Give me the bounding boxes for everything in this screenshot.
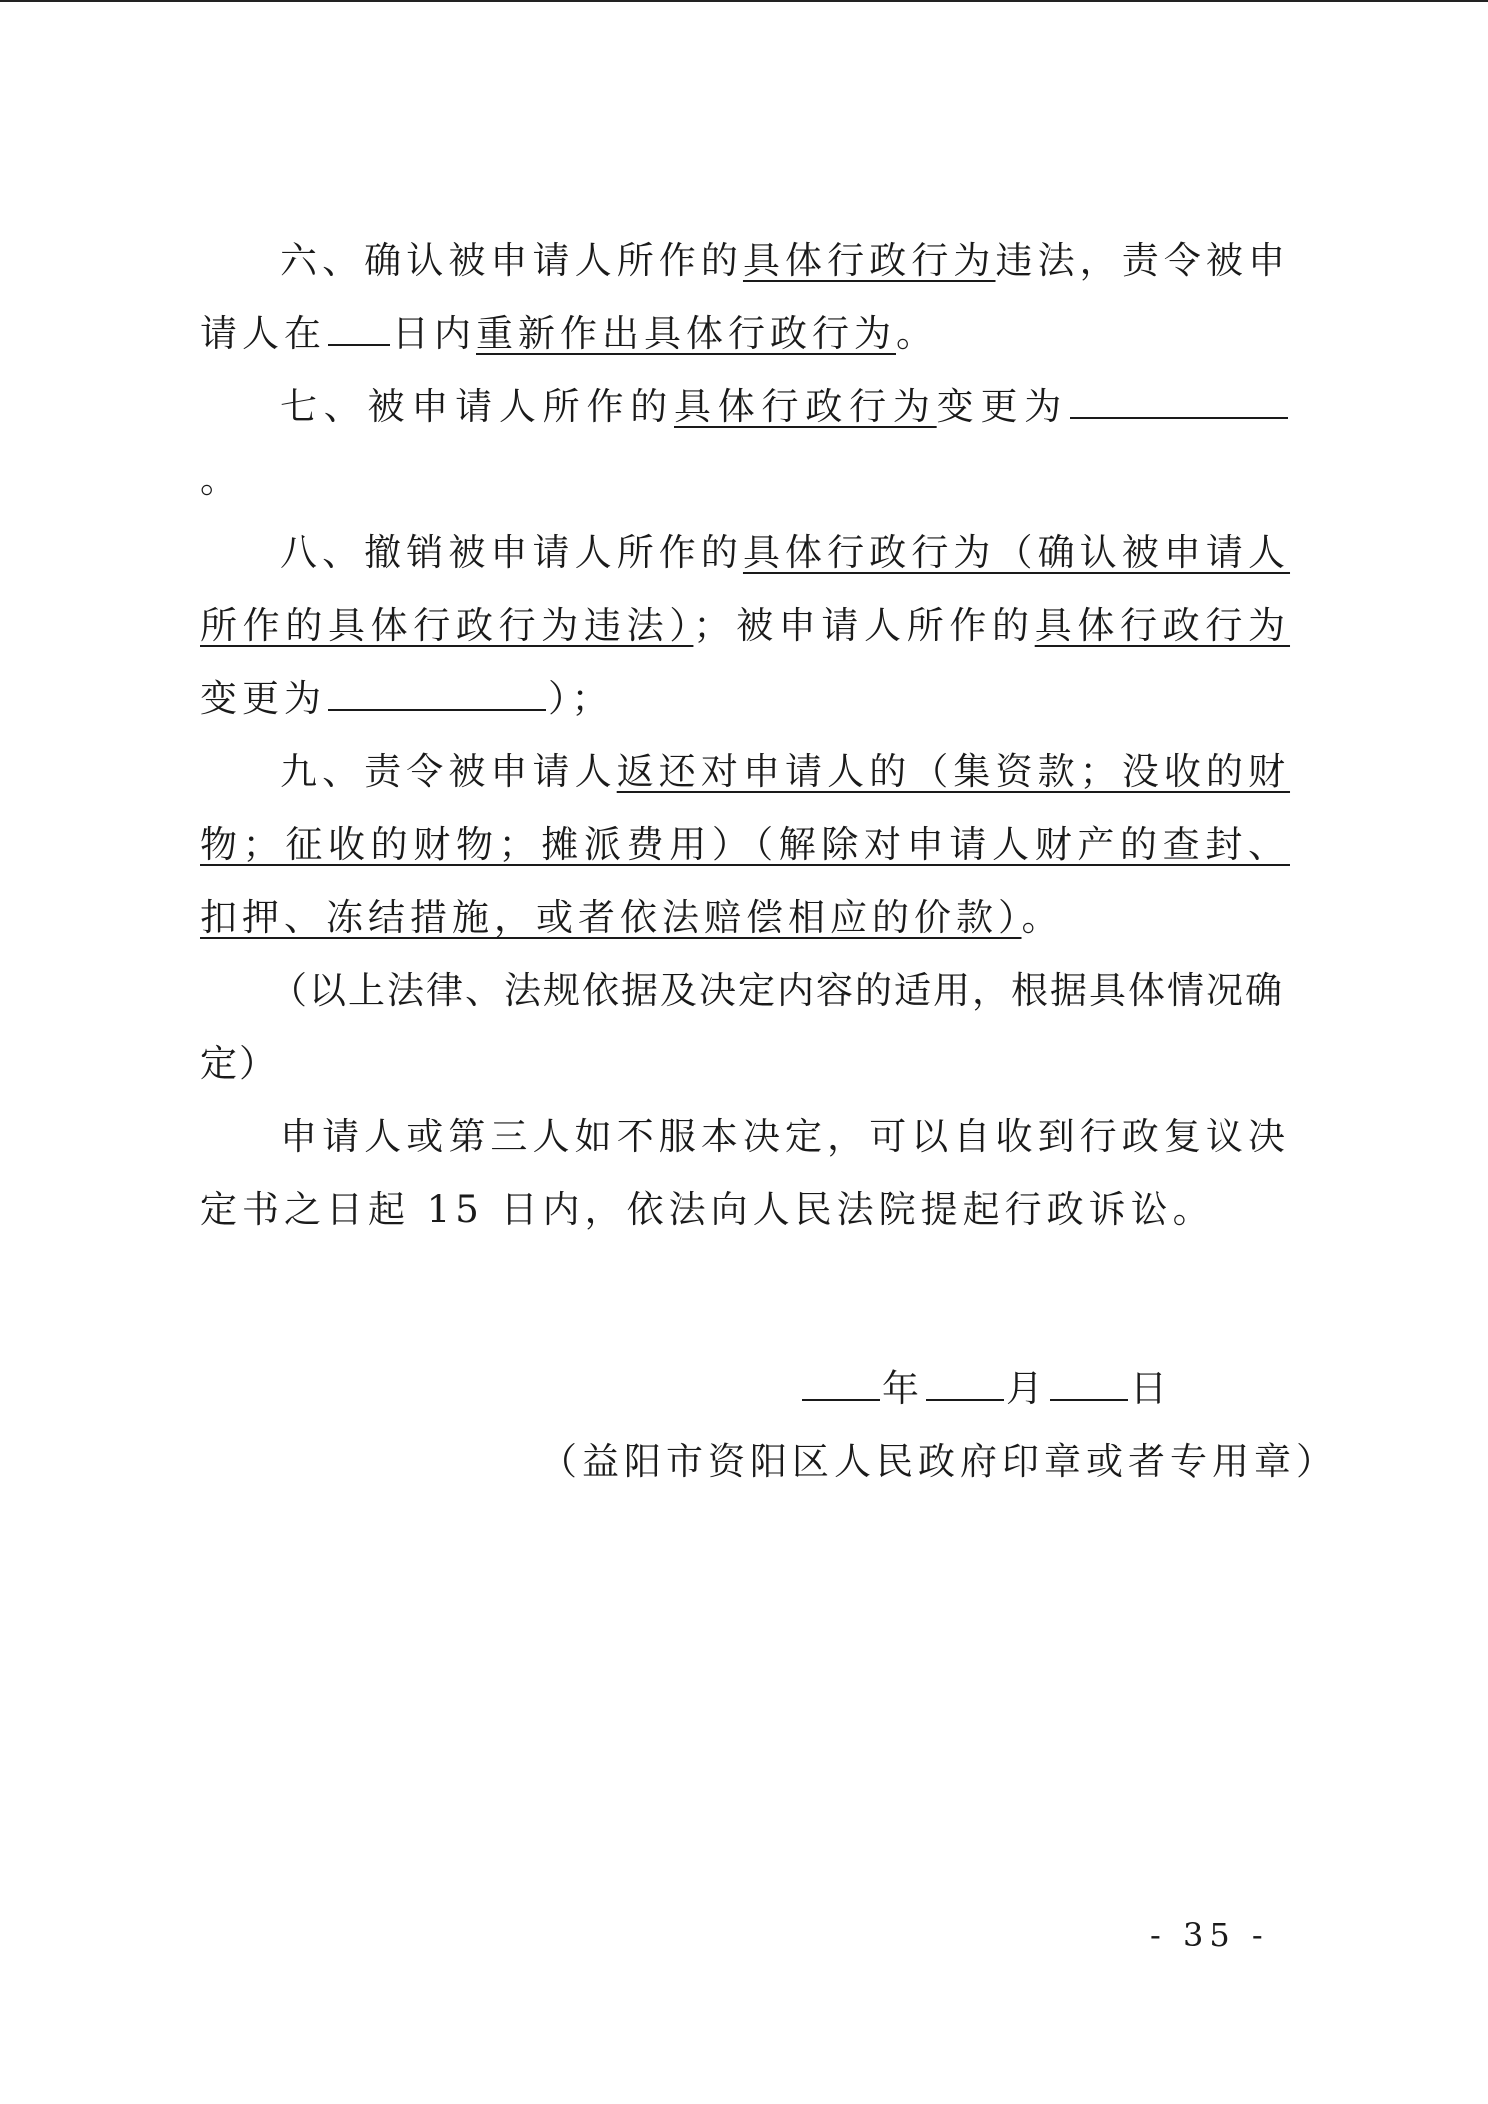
day-label: 日 — [1130, 1367, 1172, 1410]
p7-text: 七、被申请人所作的 — [280, 385, 674, 428]
applicability-note: （以上法律、法规依据及决定内容的适用，根据具体情况确定） — [200, 969, 1284, 1085]
p9-text: 九、责令被申请人 — [280, 750, 617, 793]
p8-text: 八、撤销被申请人所作的 — [280, 531, 743, 574]
change-blank-2 — [328, 679, 546, 711]
p6-text: 六、确认被申请人所作的 — [280, 239, 743, 282]
paragraph-8 — [200, 516, 1290, 735]
p6-text-2: 违法，责令被申请人在 — [200, 239, 1291, 355]
p8-text-3: 变更为 — [200, 677, 326, 720]
page-number: - 35 - — [1150, 1916, 1269, 1954]
p6-underlined-act: 具体行政行为 — [742, 239, 996, 282]
p8-end: ）； — [548, 677, 614, 720]
paragraph-9 — [200, 735, 1290, 954]
p8-text-2: ；被申请人所作的 — [693, 604, 1035, 647]
p8-underlined-revoke: 具体行政行为（确认被申请人所作的具体行政行为违法） — [200, 531, 1291, 647]
p7-text-2: 变更为 — [936, 385, 1069, 428]
change-blank — [1070, 387, 1288, 419]
decision-body — [200, 224, 1290, 1246]
p7-underlined-act: 具体行政行为 — [674, 385, 937, 428]
month-label: 月 — [1006, 1367, 1048, 1410]
paragraph-6 — [200, 224, 1290, 370]
p8-underlined-act: 具体行政行为 — [1034, 604, 1291, 647]
p6-text-3: 日内 — [392, 312, 476, 355]
date-line — [800, 1359, 1172, 1419]
seal-note: （益阳市资阳区人民政府印章或者专用章） — [540, 1440, 1338, 1483]
year-label: 年 — [882, 1367, 924, 1410]
p9-end: 。 — [1021, 896, 1064, 939]
day-blank — [1050, 1369, 1128, 1401]
p6-end: 。 — [896, 312, 938, 355]
days-blank — [328, 314, 390, 346]
year-blank — [802, 1369, 880, 1401]
month-blank — [926, 1369, 1004, 1401]
p7-end: 。 — [200, 458, 242, 501]
p9-underlined-return: 返还对申请人的（集资款；没收的财物；征收的财物；摊派费用）（解除对申请人财产的查封、扣押、冻结措施，或者依法赔偿相应的价款） — [200, 750, 1291, 939]
appeal-paragraph: 申请人或第三人如不服本决定，可以自收到行政复议决定书之日起 15 日内，依法向人民法院提起行政诉讼。 — [200, 1115, 1290, 1231]
p6-underlined-redo: 重新作出具体行政行为 — [476, 312, 896, 355]
paragraph-7 — [200, 370, 1290, 516]
